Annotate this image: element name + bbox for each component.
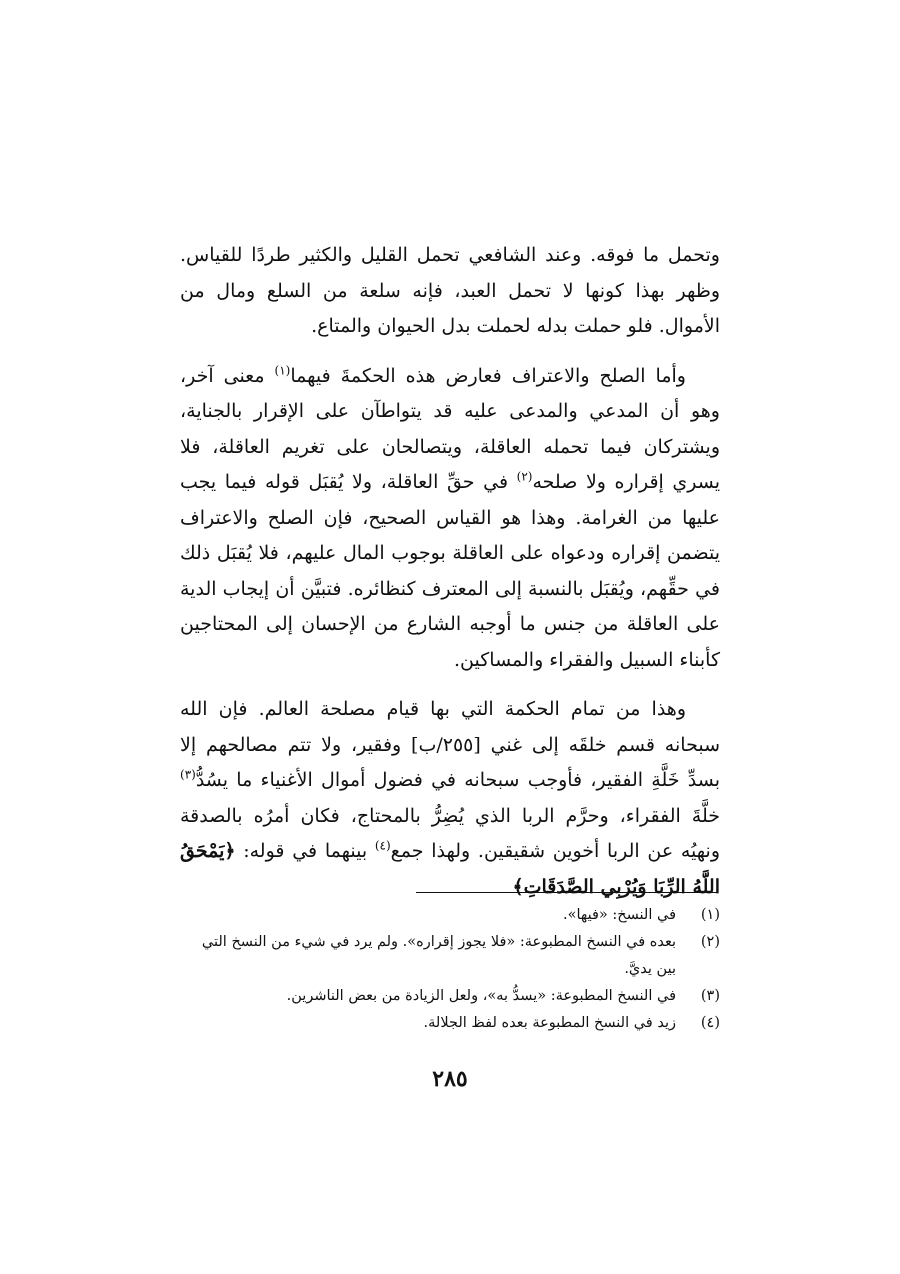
paragraph-3-part-3: بينهما في قوله: bbox=[235, 840, 375, 862]
footnote-ref-3: (٣) bbox=[180, 767, 196, 782]
paragraph-2 bbox=[180, 359, 720, 679]
paragraph-2-part-3: في حقِّ العاقلة، ولا يُقبَل قوله فيما يجب عليها من الغرامة. وهذا هو القياس الصحيح، فإن الصلح والاعتراف يتضمن إقراره ودعواه على العاقلة بوجوب المال عليهم، فلا يُقبَل ذلك في حقِّهم، ويُقبَل بالنسبة إلى المعترف كنظائره. فتبيَّن أن إيجاب الدية على العاقلة من جنس ما أوجبه الشارع من الإحسان إلى المحتاجين كأبناء السبيل والفقراء والمساكين. bbox=[180, 471, 720, 671]
footnote-ref-2: (٢) bbox=[516, 469, 533, 484]
footnote-text: في النسخ: «فيها». bbox=[563, 907, 676, 923]
paragraph-2-part-2: معنى آخر، وهو أن المدعي والمدعى عليه قد يتواطآن على الإقرار بالجناية، ويشتركان فيما تحمله العاقلة، ويتصالحان على تغريم العاقلة، فلا يسري إقراره ولا صلحه bbox=[180, 364, 720, 493]
footnote-text: بعده في النسخ المطبوعة: «فلا يجوز إقراره». ولم يرد في شيء من النسخ التي بين يديَّ. bbox=[201, 934, 676, 977]
footnote-ref-4: (٤) bbox=[374, 838, 391, 853]
footnote-number: (٢) bbox=[700, 934, 720, 950]
footnote-4 bbox=[180, 1010, 720, 1037]
footnote-number: (٣) bbox=[700, 988, 720, 1004]
footnote-1 bbox=[180, 902, 720, 929]
paragraph-3-part-2: خلَّةَ الفقراء، وحرَّم الربا الذي يُضِرُّ بالمحتاج، فكان أمرُه بالصدقة ونهيُه عن الربا أخوين شقيقين. ولهذا جمع bbox=[180, 804, 721, 862]
footnote-3 bbox=[180, 983, 720, 1010]
main-text bbox=[180, 238, 720, 905]
paragraph-2-part-1: وأما الصلح والاعتراف فعارض هذه الحكمةَ فيهما bbox=[290, 364, 686, 387]
paragraph-3 bbox=[180, 692, 720, 905]
page-number: ٢٨٥ bbox=[432, 1066, 468, 1092]
footnote-number: (٤) bbox=[700, 1015, 720, 1031]
paragraph-1: وتحمل ما فوقه. وعند الشافعي تحمل القليل والكثير طردًا للقياس. وظهر بهذا كونها لا تحمل العبد، فإنه سلعة من السلع ومال من الأموال. فلو حملت بدله لحملت بدل الحيوان والمتاع. bbox=[180, 244, 720, 337]
footnote-ref-1: (١) bbox=[274, 363, 291, 378]
footnote-text: زيد في النسخ المطبوعة بعده لفظ الجلالة. bbox=[423, 1015, 676, 1031]
paragraph-3-part-1: وهذا من تمام الحكمة التي بها قيام مصلحة العالم. فإن الله سبحانه قسم خلقَه إلى غني [٢٥٥/ب] وفقير، ولا تتم مصالحهم إلا بسدِّ خَلَّةِ الفقير، فأوجب سبحانه في فضول أموال الأغنياء ما يسُدُّ bbox=[180, 698, 720, 791]
footnotes bbox=[180, 902, 720, 1037]
footnote-text: في النسخ المطبوعة: «يسدُّ به»، ولعل الزيادة من بعض الناشرين. bbox=[286, 988, 676, 1004]
footnote-2 bbox=[180, 929, 720, 983]
quran-verse: ﴿يَمْحَقُ اللَّهُ الرِّبَا وَيُرْبِي الصَّدَقَاتِ﴾ bbox=[180, 840, 720, 898]
footnote-separator bbox=[416, 892, 718, 893]
footnote-number: (١) bbox=[700, 907, 720, 923]
